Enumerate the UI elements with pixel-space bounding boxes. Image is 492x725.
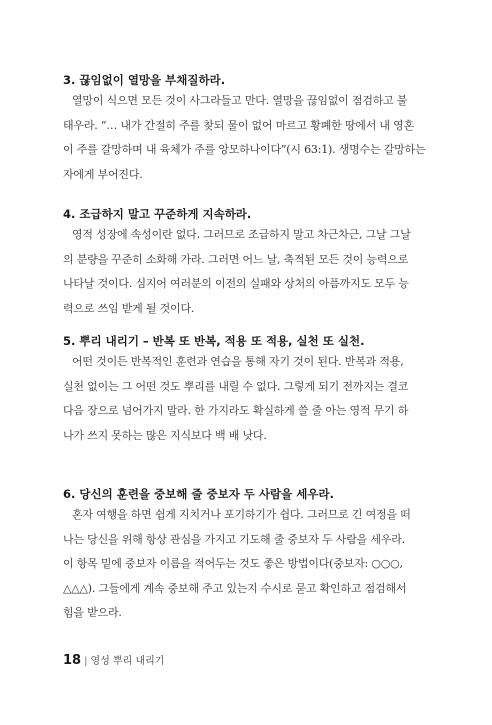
- section-6: [63, 485, 433, 626]
- paragraph-line: 다음 장으로 넘어가지 말라. 한 가지라도 확실하게 쓸 줄 아는 영적 무기 하: [63, 404, 409, 417]
- section-heading: 5. 뿌리 내리기 – 반복 또 반복, 적용 또 적용, 실천 또 실천.: [63, 334, 365, 348]
- section-4: [63, 205, 433, 321]
- page-number: 18: [63, 653, 82, 668]
- paragraph-line: 자에게 부어진다.: [63, 167, 143, 181]
- paragraph-line: 이 주를 갈망하며 내 육체가 주를 앙모하나이다”(시 63:1). 생명수는 갈망하는: [63, 143, 426, 156]
- paragraph-line: 열망이 식으면 모든 것이 사그라들고 만다. 열망을 끊임없이 점검하고 불: [72, 94, 408, 107]
- footer-separator: |: [84, 656, 88, 667]
- section-heading: 3. 끊임없이 열망을 부채질하라.: [63, 73, 226, 87]
- paragraph-line: 태우라. “… 내가 간절히 주를 찾되 물이 없어 마르고 황폐한 땅에서 내 영혼: [63, 118, 415, 132]
- section-5: [63, 332, 433, 448]
- paragraph-line: 어떤 것이든 반복적인 훈련과 연습을 통해 자기 것이 된다. 반복과 적용,: [72, 355, 404, 368]
- section-heading: 4. 조급하지 말고 꾸준하게 지속하라.: [63, 207, 252, 221]
- paragraph-line: 나타날 것이다. 심지어 여러분의 이전의 실패와 상처의 아픔까지도 모두 능: [63, 277, 409, 290]
- paragraph-line: 힘을 받으라.: [63, 606, 122, 619]
- page-footer: [63, 651, 164, 667]
- paragraph-line: 나가 쓰지 못하는 많은 지식보다 백 배 낫다.: [63, 428, 267, 442]
- paragraph-line: 이 항목 밑에 중보자 이름을 적어두는 것도 좋은 방법이다(중보자: ○○○,: [63, 557, 403, 570]
- paragraph-line: 실천 없이는 그 어떤 것도 뿌리를 내릴 수 없다. 그렇게 되기 전까지는 결코: [63, 379, 409, 393]
- running-title: 영성 뿌리 내리기: [90, 656, 165, 667]
- paragraph-line: 력으로 쓰임 받게 될 것이다.: [63, 301, 195, 315]
- paragraph-line: 나는 당신을 위해 항상 관심을 가지고 기도해 줄 중보자 두 사람을 세우라.: [63, 532, 405, 546]
- paragraph-line: 의 분량을 꾸준히 소화해 가라. 그러면 어느 날, 축적된 모든 것이 능력으로: [63, 252, 409, 266]
- section-heading: 6. 당신의 훈련을 중보해 줄 중보자 두 사람을 세우라.: [63, 487, 334, 501]
- paragraph-line: 영적 성장에 속성이란 없다. 그러므로 조급하지 말고 차근차근, 그날 그날: [72, 228, 411, 241]
- section-3: [63, 71, 433, 187]
- paragraph-line: 혼자 여행을 하면 쉽게 지치거나 포기하기가 쉽다. 그러므로 긴 여정을 떠: [72, 508, 411, 521]
- paragraph-line: △△△). 그들에게 계속 중보해 주고 있는지 수시로 묻고 확인하고 점검해서: [63, 581, 407, 595]
